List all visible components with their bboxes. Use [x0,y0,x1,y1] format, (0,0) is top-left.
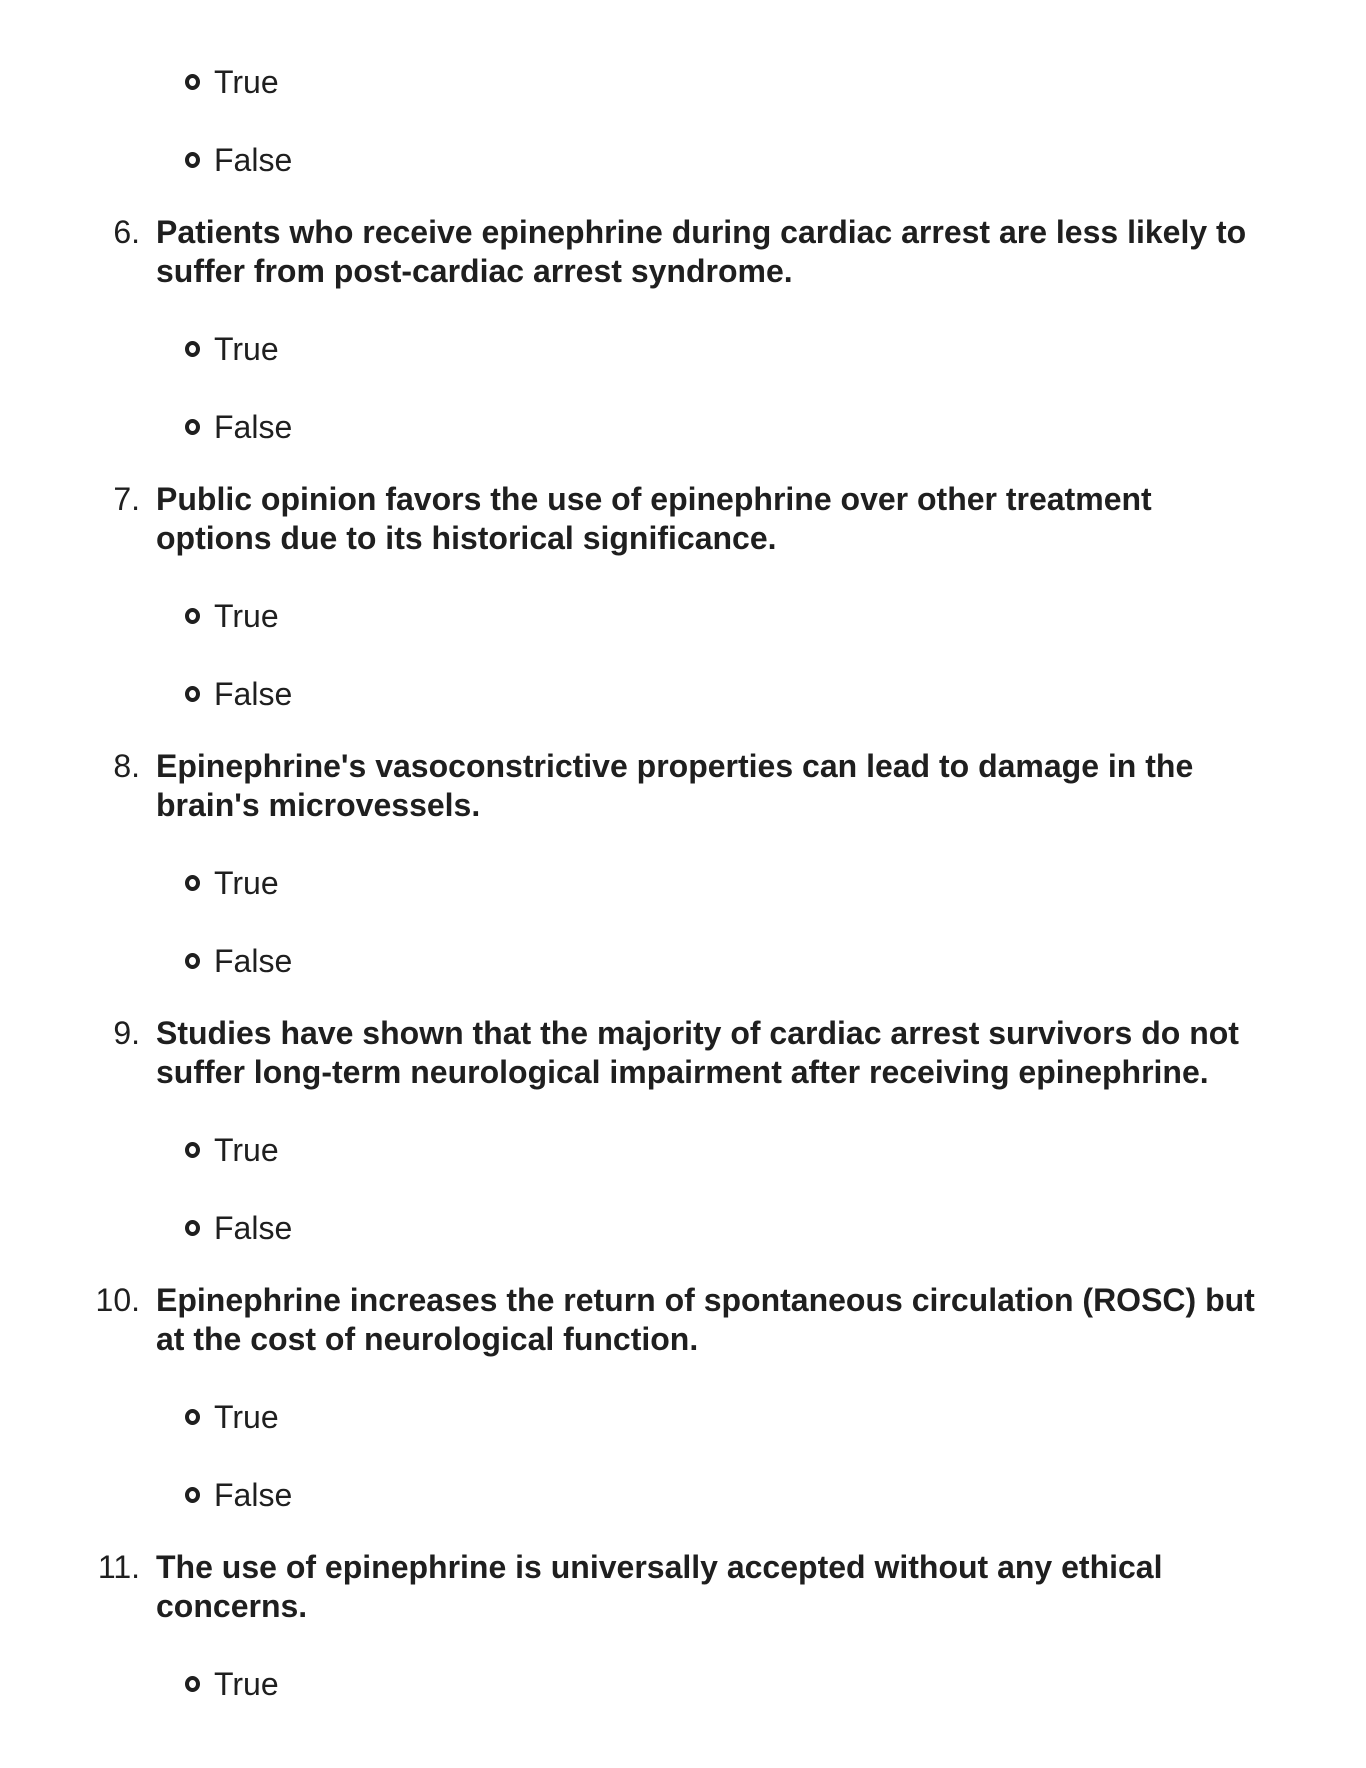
radio-button-icon[interactable] [185,686,200,702]
question-block [0,480,1366,711]
radio-button-icon[interactable] [185,1142,200,1158]
true-false-option-row [0,599,1366,633]
radio-button-icon[interactable] [185,419,200,435]
question-row [0,213,1366,291]
question-number: 7. [113,481,140,517]
radio-button-icon[interactable] [185,953,200,969]
question-row [0,480,1366,558]
question-options-list [0,1667,1366,1701]
radio-button-icon[interactable] [185,74,200,90]
true-false-option-row [0,1133,1366,1167]
radio-button-icon[interactable] [185,608,200,624]
question-number: 6. [113,214,140,250]
option-label[interactable]: False [214,676,293,712]
true-false-option-row [0,866,1366,900]
option-label[interactable]: True [214,1132,279,1168]
question-text: Studies have shown that the majority of cardiac arrest survivors do not suffer long-term neurological impairment after receiving epinephrine. [156,1015,1239,1090]
true-false-option-row [0,944,1366,978]
question-block [0,1014,1366,1245]
question-text: The use of epinephrine is universally accepted without any ethical concerns. [156,1549,1163,1624]
true-false-option-row [0,143,1366,177]
true-false-option-row [0,332,1366,366]
option-label[interactable]: False [214,142,293,178]
radio-button-icon[interactable] [185,1409,200,1425]
option-label[interactable]: True [214,1399,279,1435]
question-row [0,1281,1366,1359]
question-options-list [0,332,1366,444]
true-false-option-row [0,1478,1366,1512]
question-number: 10. [95,1282,140,1318]
question-row [0,1548,1366,1626]
radio-button-icon[interactable] [185,1676,200,1692]
true-false-option-row [0,1667,1366,1701]
radio-button-icon[interactable] [185,875,200,891]
option-label[interactable]: True [214,64,279,100]
true-false-option-row [0,677,1366,711]
question-options-list [0,1400,1366,1512]
question-number: 9. [113,1015,140,1051]
question-text: Patients who receive epinephrine during cardiac arrest are less likely to suffer from post-cardiac arrest syndrome. [156,214,1247,289]
true-false-option-row [0,1400,1366,1434]
question-block [0,213,1366,444]
question-row [0,747,1366,825]
option-label[interactable]: True [214,598,279,634]
true-false-option-row [0,65,1366,99]
radio-button-icon[interactable] [185,152,200,168]
question-text: Epinephrine increases the return of spontaneous circulation (ROSC) but at the cost of neurological function. [156,1282,1255,1357]
radio-button-icon[interactable] [185,341,200,357]
option-label[interactable]: False [214,1210,293,1246]
option-label[interactable]: False [214,409,293,445]
question-options-list [0,599,1366,711]
option-label[interactable]: False [214,943,293,979]
true-false-option-row [0,1211,1366,1245]
question-options-list [0,1133,1366,1245]
question-list [0,213,1366,1701]
question-number: 8. [113,748,140,784]
question-row [0,1014,1366,1092]
option-label[interactable]: True [214,331,279,367]
true-false-option-row [0,410,1366,444]
question-options-list [0,866,1366,978]
question-block [0,747,1366,978]
carryover-options-list [0,65,1366,177]
option-label[interactable]: False [214,1477,293,1513]
option-label[interactable]: True [214,865,279,901]
question-block [0,1281,1366,1512]
radio-button-icon[interactable] [185,1220,200,1236]
option-label[interactable]: True [214,1666,279,1702]
question-text: Epinephrine's vasoconstrictive properties can lead to damage in the brain's microvessels. [156,748,1194,823]
question-block [0,1548,1366,1701]
radio-button-icon[interactable] [185,1487,200,1503]
question-number: 11. [97,1549,140,1585]
question-text: Public opinion favors the use of epinephrine over other treatment options due to its historical significance. [156,481,1152,556]
